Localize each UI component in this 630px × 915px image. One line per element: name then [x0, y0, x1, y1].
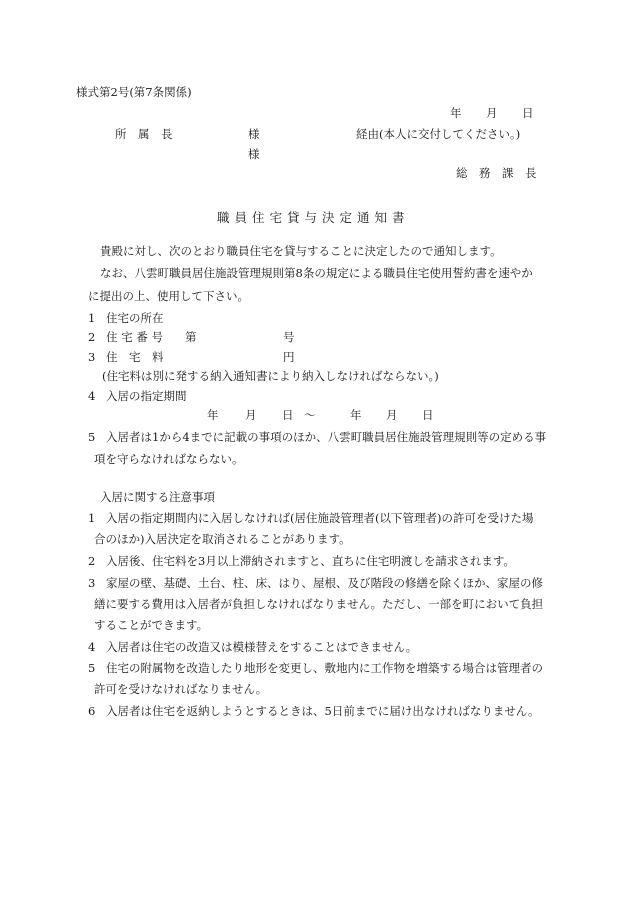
note-1-line-1: 入居の指定期間内に入居しなければ(居住施設管理者(以下管理者)の許可を受けた場 — [106, 511, 534, 525]
note-1-line-2: 合のほか)入居決定を取消されることがあります。 — [94, 532, 351, 546]
affiliation-head: 所 属 長 — [115, 127, 173, 141]
note-4-number: 4 — [88, 640, 96, 654]
item-4-number: 4 — [88, 389, 96, 403]
item-4-label: 入居の指定期間 — [106, 389, 187, 403]
period-end-year: 年 — [350, 408, 362, 422]
form-number: 様式第2号(第7条関係) — [76, 85, 192, 99]
issuer: 総 務 課 長 — [456, 166, 537, 180]
item-2-go: 号 — [283, 330, 295, 344]
addressee-sama-1: 様 — [248, 127, 260, 141]
date-month: 月 — [486, 106, 498, 120]
item-3-number: 3 — [88, 350, 96, 364]
item-1-label: 住宅の所在 — [106, 311, 164, 325]
note-2-number: 2 — [88, 554, 96, 568]
item-5-number: 5 — [88, 430, 96, 444]
note-4-line-1: 入居者は住宅の改造又は模様替えをすることはできません。 — [106, 640, 418, 654]
item-2-dai: 第 — [185, 330, 197, 344]
intro-paragraph-2-line-1: なお、八雲町職員居住施設管理規則第8条の規定による職員住宅使用誓約書を速やか — [100, 266, 533, 280]
date-day: 日 — [522, 106, 534, 120]
note-3-number: 3 — [88, 576, 96, 590]
period-tilde: ～ — [304, 408, 316, 422]
note-5-line-1: 住宅の附属物を改造したり地形を変更し、敷地内に工作物を増築する場合は管理者の — [106, 661, 543, 675]
note-1-number: 1 — [88, 511, 96, 525]
intro-paragraph-1: 貴殿に対し、次のとおり職員住宅を貸与することに決定したので通知します。 — [100, 244, 502, 258]
note-2-line-1: 入居後、住宅料を3月以上滞納されますと、直ちに住宅明渡しを請求されます。 — [106, 554, 515, 568]
period-start-year: 年 — [207, 408, 219, 422]
item-1-number: 1 — [88, 311, 96, 325]
period-start-month: 月 — [245, 408, 257, 422]
note-3-line-3: することができます。 — [94, 618, 209, 632]
note-6-line-1: 入居者は住宅を返納しようとするときは、5日前までに届け出なければなりません。 — [106, 704, 540, 718]
item-5-line-1: 入居者は1から4までに記載の事項のほか、八雲町職員居住施設管理規則等の定める事 — [106, 430, 547, 444]
item-3-note: (住宅料は別に発する納入通知書により納入しなければならない。) — [102, 369, 439, 383]
note-3-line-2: 繕に要する費用は入居者が負担しなければなりません。ただし、一部を町において負担 — [94, 597, 544, 611]
period-start-day: 日 — [282, 408, 294, 422]
note-5-number: 5 — [88, 661, 96, 675]
via-note: 経由(本人に交付してください。) — [356, 127, 521, 141]
period-end-month: 月 — [386, 408, 398, 422]
note-6-number: 6 — [88, 704, 96, 718]
item-2-number: 2 — [88, 330, 96, 344]
intro-paragraph-2-line-2: に提出の上、使用して下さい。 — [88, 289, 249, 303]
note-3-line-1: 家屋の壁、基礎、土台、柱、床、はり、屋根、及び階段の修繕を除くほか、家屋の修 — [106, 576, 543, 590]
notes-heading: 入居に関する注意事項 — [100, 490, 215, 504]
date-year: 年 — [450, 106, 462, 120]
item-3-yen: 円 — [283, 350, 295, 364]
document-title: 職員住宅貸与決定通知書 — [217, 210, 410, 225]
addressee-sama-2: 様 — [248, 147, 260, 161]
item-3-label: 住 宅 料 — [106, 350, 164, 364]
period-end-day: 日 — [422, 408, 434, 422]
note-5-line-2: 許可を受けなければなりません。 — [94, 682, 268, 696]
item-5-line-2: 項を守らなければならない。 — [94, 452, 244, 466]
item-2-label: 住 宅 番 号 — [106, 330, 163, 344]
